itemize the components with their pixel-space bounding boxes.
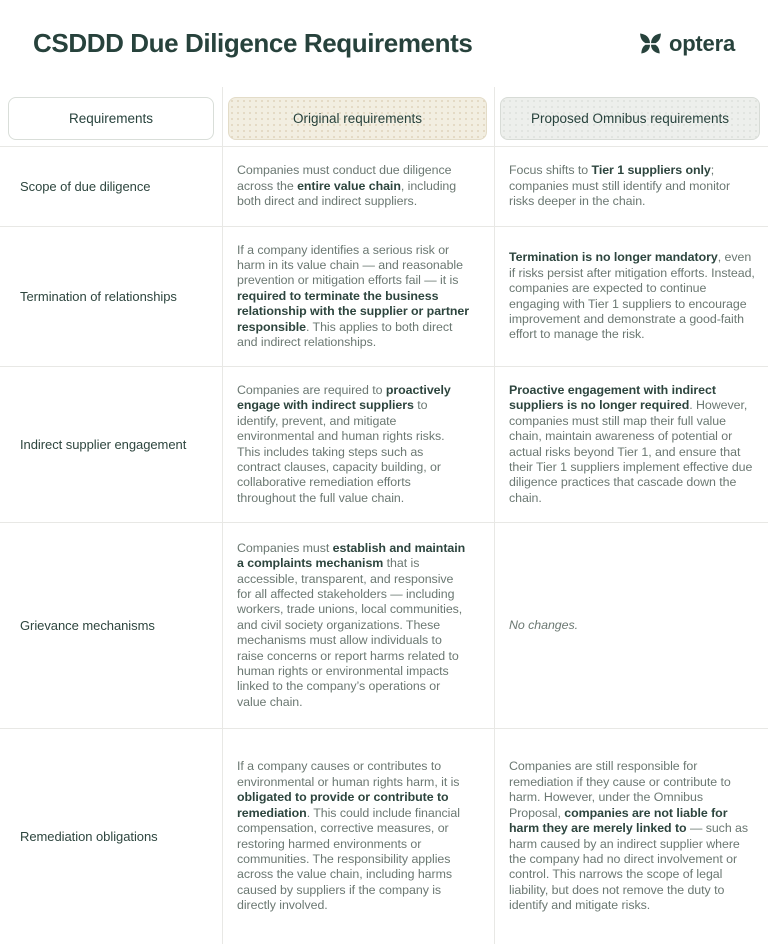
requirement-label: Grievance mechanisms [20, 617, 155, 633]
table-row [0, 728, 768, 944]
requirements-table [0, 146, 768, 944]
proposed-requirement-cell [494, 227, 768, 366]
proposed-requirement-text: Termination is no longer mandatory, even if risks persist after mitigation efforts. Instead, companies are expected to continue engaging with Tier 1 suppliers to encourage improvement and demonstrate a good-faith effort to manage the risk. [509, 250, 755, 342]
original-requirement-cell [222, 227, 494, 366]
proposed-requirement-cell [494, 729, 768, 944]
proposed-requirement-cell [494, 523, 768, 728]
column-header-original: Original requirements [228, 97, 487, 140]
proposed-requirement-text: Focus shifts to Tier 1 suppliers only; companies must still identify and monitor risks deeper in the chain. [509, 163, 731, 209]
original-requirement-cell [222, 367, 494, 522]
proposed-requirement-cell [494, 147, 768, 226]
original-requirement-cell [222, 729, 494, 944]
table-row [0, 226, 768, 366]
original-requirement-text: If a company causes or contributes to environmental or human rights harm, it is obligated to provide or contribute to remediation. This could include financial compensation, corrective measures, or restoring harmed environments or communities. The responsibility applies across the value chain, including harms caused by suppliers if the company is directly involved. [237, 759, 460, 913]
original-requirement-text: If a company identifies a serious risk or harm in its value chain — and reasonable prevention or mitigation efforts fail — it is required to terminate the business relationship with the supplier or partner responsible. This applies to both direct and indirect relationships. [237, 242, 470, 350]
column-header-cell [0, 87, 222, 146]
requirement-label: Remediation obligations [20, 828, 158, 844]
original-requirement-text: Companies must establish and maintain a complaints mechanism that is accessible, transparent, and responsive for all affected stakeholders — including workers, trade unions, local communities, and civil society organizations. These mechanisms must allow individuals to raise concerns or report harms related to human rights or environmental impacts linked to the company’s operations or value chain. [237, 540, 466, 709]
table-row [0, 366, 768, 522]
proposed-requirement-cell [494, 367, 768, 522]
brand-name: optera [668, 30, 735, 56]
page-header [0, 0, 768, 87]
column-header-requirements: Requirements [8, 97, 214, 140]
requirement-label: Indirect supplier engagement [20, 436, 187, 452]
table-row [0, 146, 768, 226]
butterfly-icon [639, 33, 662, 54]
proposed-requirement-text: No changes. [509, 617, 579, 632]
original-requirement-text: Companies are required to proactively engage with indirect suppliers to identify, prevent, and mitigate environmental and human rights risks. This includes taking steps such as contract clauses, capacity building, or collaborative remediation efforts throughout the full value chain. [237, 382, 451, 505]
column-header-proposed: Proposed Omnibus requirements [500, 97, 760, 140]
column-header-cell [222, 87, 494, 146]
original-requirement-cell [222, 523, 494, 728]
page-title: CSDDD Due Diligence Requirements [33, 28, 473, 58]
column-header-cell [494, 87, 768, 146]
table-column-headers [0, 87, 768, 146]
proposed-requirement-text: Companies are still responsible for remediation if they cause or contribute to harm. However, under the Omnibus Proposal, companies are not liable for harm they are merely linked to — such as harm caused by an indirect supplier where the company had no direct involvement or control. This narrows the scope of legal liability, but does not remove the duty to identify and mitigate risks. [509, 759, 749, 913]
requirement-label: Scope of due diligence [20, 178, 151, 194]
brand-logo [639, 31, 735, 57]
table-row [0, 522, 768, 728]
proposed-requirement-text: Proactive engagement with indirect suppliers is no longer required. However, companies must still map their full value chain, maintain awareness of potential or actual risks beyond Tier 1, and ensure that their Tier 1 suppliers implement effective due diligence practices that cascade down the chain. [509, 382, 753, 505]
requirement-label: Termination of relationships [20, 288, 177, 304]
original-requirement-cell [222, 147, 494, 226]
original-requirement-text: Companies must conduct due diligence across the entire value chain, including both direct and indirect suppliers. [237, 163, 457, 209]
